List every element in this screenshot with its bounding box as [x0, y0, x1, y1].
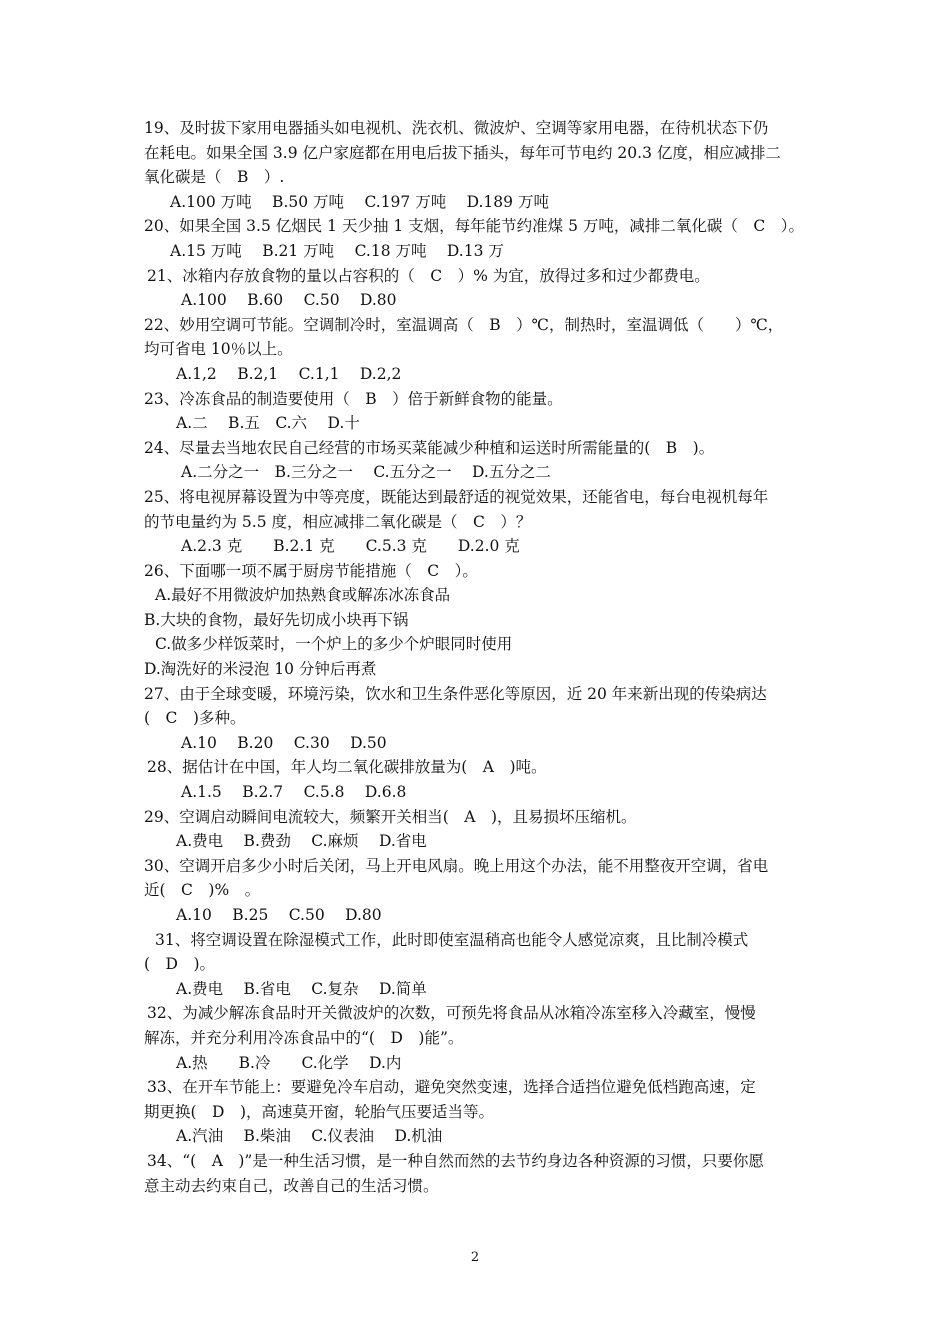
text-line: 24、尽量去当地农民自己经营的市场买菜能减少种植和运送时所需能量的( B )。	[144, 438, 715, 457]
text-line: 27、由于全球变暖，环境污染，饮水和卫生条件恶化等原因，近 20 年来新出现的传染病达	[144, 684, 767, 703]
answer-options: A.100 B.60 C.50 D.80	[181, 291, 397, 310]
answer-options: A.费电 B.费劲 C.麻烦 D.省电	[176, 832, 427, 851]
answer-options: A.100 万吨 B.50 万吨 C.197 万吨 D.189 万吨	[170, 192, 549, 211]
text-line: 期更换( D )，高速莫开窗，轮胎气压要适当等。	[144, 1102, 495, 1121]
text-line: 意主动去约束自己，改善自己的生活习惯。	[144, 1176, 439, 1195]
answer-options: A.最好不用微波炉加热熟食或解冻冰冻食品	[155, 586, 451, 605]
text-line: 33、在开车节能上：要避免冷车启动，避免突然变速，选择合适挡位避免低档跑高速，定	[147, 1078, 756, 1097]
answer-options: A.汽油 B.柴油 C.仪表油 D.机油	[176, 1127, 443, 1146]
text-line: 21、冰箱内存放食物的量以占容积的（ C ）% 为宜，放得过多和过少都费电。	[147, 266, 710, 285]
text-line: 25、将电视屏幕设置为中等亮度，既能达到最舒适的视觉效果，还能省电，每台电视机每年	[144, 487, 769, 506]
text-line: ( D )。	[144, 955, 216, 974]
text-line: 26、下面哪一项不属于厨房节能措施（ C ）。	[144, 561, 478, 580]
answer-options: B.大块的食物，最好先切成小块再下锅	[144, 610, 409, 629]
text-line: 在耗电。如果全国 3.9 亿户家庭都在用电后拔下插头，每年可节电约 20.3 亿度，相应减排二	[144, 143, 781, 162]
answer-options: A.二分之一 B.三分之一 C.五分之一 D.五分之二	[181, 463, 551, 482]
text-line: 20、如果全国 3.5 亿烟民 1 天少抽 1 支烟，每年能节约准煤 5 万吨，减排二氧化碳（ C ）。	[144, 217, 804, 236]
text-line: 28、据估计在中国，年人均二氧化碳排放量为( A )吨。	[147, 758, 547, 777]
answer-options: A.热 B.冷 C.化学 D.内	[176, 1053, 402, 1072]
text-line: 均可省电 10％以上。	[144, 340, 293, 359]
answer-options: A.10 B.20 C.30 D.50	[181, 733, 387, 752]
answer-options: D.淘洗好的米浸泡 10 分钟后再煮	[144, 660, 377, 679]
answer-options: A.2.3 克 B.2.1 克 C.5.3 克 D.2.0 克	[181, 537, 520, 556]
answer-options: A.费电 B.省电 C.复杂 D.简单	[176, 979, 427, 998]
text-line: 的节电量约为 5.5 度，相应减排二氧化碳是（ C ）？	[144, 512, 532, 531]
page-number: 2	[470, 1250, 480, 1265]
text-line: 氧化碳是（ B ）.	[144, 168, 285, 187]
text-line: 23、冷冻食品的制造要使用（ B ）倍于新鲜食物的能量。	[144, 389, 563, 408]
text-line: 29、空调启动瞬间电流较大，频繁开关相当( A )，且易损坏压缩机。	[144, 807, 637, 826]
answer-options: A.15 万吨 B.21 万吨 C.18 万吨 D.13 万	[170, 241, 504, 260]
answer-options: C.做多少样饭菜时，一个炉上的多少个炉眼同时使用	[155, 635, 513, 654]
text-line: 30、空调开启多少小时后关闭，马上开电风扇。晚上用这个办法，能不用整夜开空调，省电	[144, 856, 769, 875]
text-line: 34、“( A )”是一种生活习惯，是一种自然而然的去节约身边各种资源的习惯，只要你愿	[147, 1151, 764, 1170]
question-list	[144, 116, 812, 1198]
text-line: 19、及时拔下家用电器插头如电视机、洗衣机、微波炉、空调等家用电器，在待机状态下仍	[144, 119, 769, 137]
text-line: 解冻，并充分利用冷冻食品中的“( D )能”。	[144, 1028, 464, 1047]
answer-options: A.二 B.五 C.六 D.十	[176, 414, 360, 433]
text-line: ( C )多种。	[144, 709, 246, 728]
text-line: 31、将空调设置在除湿模式工作，此时即使室温稍高也能令人感觉凉爽，且比制冷模式	[155, 930, 749, 949]
answer-options: A.1,2 B.2,1 C.1,1 D.2,2	[176, 364, 402, 383]
answer-options: A.1.5 B.2.7 C.5.8 D.6.8	[181, 783, 407, 802]
text-line: 近( C )% 。	[144, 881, 261, 900]
text-line: 32、为减少解冻食品时开关微波炉的次数，可预先将食品从冰箱冷冻室移入冷藏室，慢慢	[147, 1004, 756, 1023]
text-line: 22、妙用空调可节能。空调制冷时，室温调高（ B ）℃，制热时，室温调低（ ）℃，	[144, 315, 784, 334]
answer-options: A.10 B.25 C.50 D.80	[176, 906, 382, 924]
